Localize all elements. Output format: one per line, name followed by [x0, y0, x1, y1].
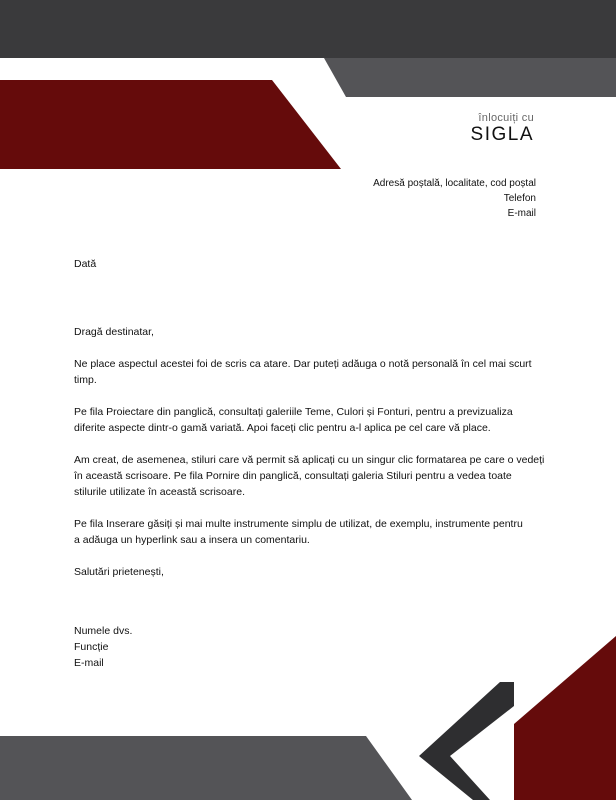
sender-contact-block — [373, 176, 536, 221]
paragraph-3: Am creat, de asemenea, stiluri care vă permit să aplicați cu un singur clic formatarea pe care o vedeți în această scrisoare. Pe fila Pornire din panglică, consultați galeria Stiluri pentru a vedea toate stilurile utilizate în această scrisoare. — [74, 454, 545, 498]
top-right-gray-wedge — [324, 58, 616, 97]
letter-body — [74, 256, 554, 580]
sender-phone: Telefon — [503, 193, 536, 204]
paragraph-2: Pe fila Proiectare din panglică, consultați galeriile Teme, Culori și Fonturi, pentru a previzualiza diferite aspecte dintr-o gamă variată. Apoi faceți clic pentru a-l aplica pe cel care vă place. — [74, 406, 513, 434]
letter-salutation: Dragă destinatar, — [74, 326, 154, 338]
bottom-right-red-corner — [514, 636, 616, 800]
signature-name: Numele dvs. — [74, 625, 133, 637]
logo-placeholder — [471, 113, 534, 144]
signature-email: E-mail — [74, 657, 104, 669]
sender-address: Adresă poștală, localitate, cod poștal — [373, 178, 536, 189]
paragraph-1: Ne place aspectul acestei foi de scris ca atare. Dar puteți adăuga o notă personală în cel mai scurt timp. — [74, 358, 532, 386]
signature-block — [74, 623, 132, 671]
paragraph-4: Pe fila Inserare găsiți și mai multe instrumente simplu de utilizat, de exemplu, instrumente pentru a adăuga un hyperlink sau a insera un comentariu. — [74, 518, 523, 546]
top-left-red-banner — [0, 80, 341, 169]
logo-title: SIGLA — [470, 124, 534, 145]
logo-caption: înlocuiți cu — [478, 112, 534, 124]
bottom-chevron — [419, 682, 514, 800]
sender-email: E-mail — [507, 208, 536, 219]
bottom-left-gray-band — [0, 736, 412, 800]
letter-date: Dată — [74, 258, 97, 270]
top-dark-band — [0, 0, 616, 58]
bottom-chevron-white — [419, 682, 616, 800]
signature-title: Funcție — [74, 641, 109, 653]
letter-closing: Salutări prietenești, — [74, 566, 164, 578]
